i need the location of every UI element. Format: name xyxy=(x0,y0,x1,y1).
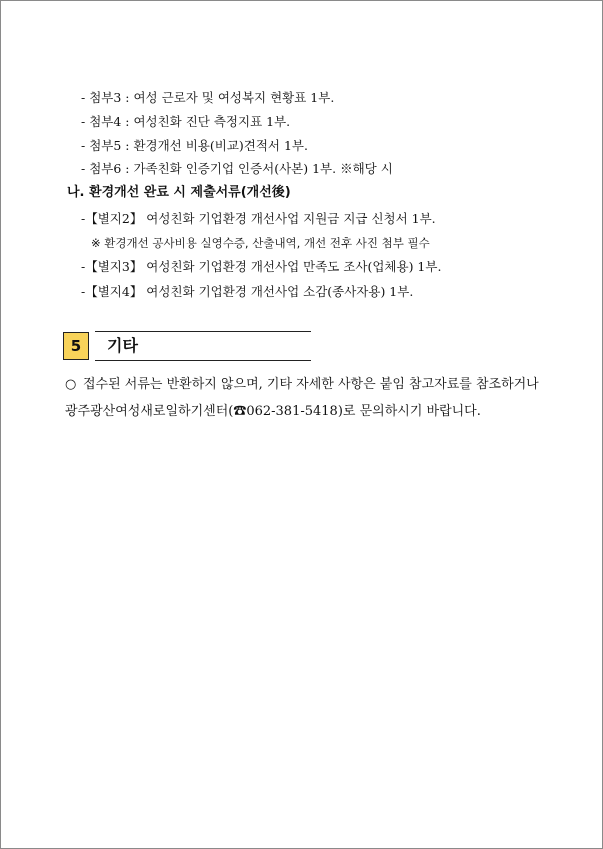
closing-text: 접수된 서류는 반환하지 않으며, 기타 자세한 사항은 붙임 참고자료를 참조하거나 광주광산여성새로일하기센터(☎062-381-5418)로 문의하시기 바랍니다. xyxy=(65,377,539,419)
after-doc-item: -【별지2】 여성친화 기업환경 개선사업 지원금 지급 신청서 1부. xyxy=(81,211,436,226)
attachment-item: - 첨부5 : 환경개선 비용(비교)견적서 1부. xyxy=(81,138,308,153)
circle-bullet-icon: ○ xyxy=(65,377,77,392)
section-number-badge: 5 xyxy=(63,332,89,360)
section-title: 기타 xyxy=(95,331,311,361)
after-doc-note: ※ 환경개선 공사비용 실영수증, 산출내역, 개선 전후 사진 첨부 필수 xyxy=(91,236,430,250)
after-doc-item: -【별지4】 여성친화 기업환경 개선사업 소감(종사자용) 1부. xyxy=(81,284,414,299)
attachment-item: - 첨부6 : 가족친화 인증기업 인증서(사본) 1부. ※해당 시 xyxy=(81,161,393,176)
subsection-heading: 나. 환경개선 완료 시 제출서류(개선後) xyxy=(67,185,291,200)
closing-paragraph xyxy=(65,371,547,425)
attachment-item: - 첨부3 : 여성 근로자 및 여성복지 현황표 1부. xyxy=(81,90,335,105)
attachment-item: - 첨부4 : 여성친화 진단 측정지표 1부. xyxy=(81,114,291,129)
after-doc-item: -【별지3】 여성친화 기업환경 개선사업 만족도 조사(업체용) 1부. xyxy=(81,259,442,274)
